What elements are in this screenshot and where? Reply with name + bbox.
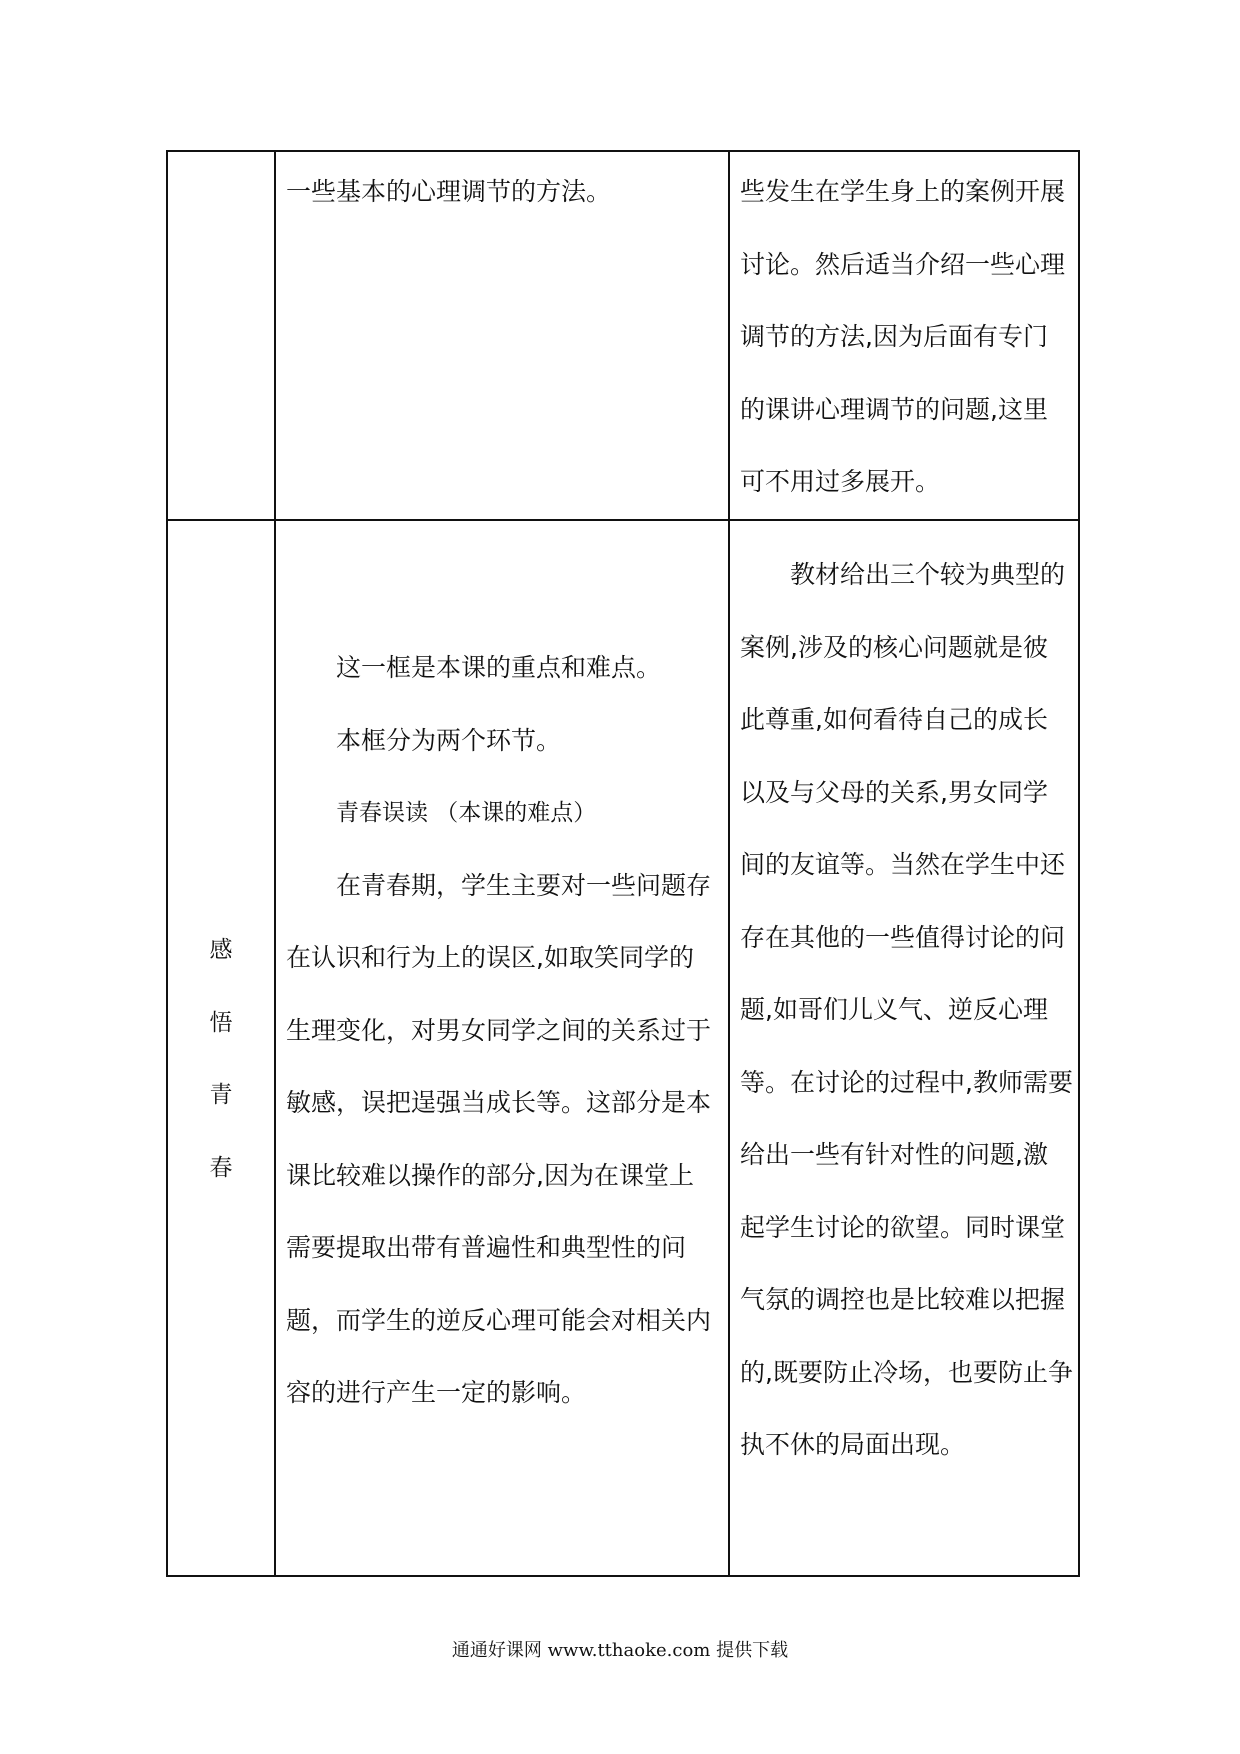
text-line: 教材给出三个较为典型的: [790, 560, 1066, 589]
text-line: 题,如哥们儿义气、逆反心理: [740, 995, 1048, 1024]
column-divider-2: [728, 152, 730, 1575]
lesson-table: [166, 150, 1080, 1577]
text-line: 青春误读 （本课的难点）: [336, 800, 597, 826]
text-line: 容的进行产生一定的影响。: [286, 1378, 587, 1407]
text-line: 间的友谊等。当然在学生中还: [740, 850, 1066, 879]
text-line: 调节的方法,因为后面有专门: [740, 322, 1048, 351]
text-line: 可不用过多展开。: [740, 467, 941, 496]
row2-right-cell: [740, 539, 1073, 1482]
text-line: 在认识和行为上的误区,如取笑同学的: [286, 943, 694, 972]
page-footer: 通通好课网 www.tthaoke.com 提供下载: [451, 1640, 789, 1661]
text-line: 给出一些有针对性的问题,激: [740, 1140, 1048, 1169]
row-divider: [168, 519, 1078, 521]
text-line: 题，而学生的逆反心理可能会对相关内: [286, 1305, 712, 1335]
row2-section-label: [182, 914, 260, 1204]
column-divider-1: [274, 152, 276, 1575]
text-line: 此尊重,如何看待自己的成长: [740, 705, 1048, 734]
text-line: 一些基本的心理调节的方法。: [286, 177, 612, 206]
label-char: 悟: [209, 1009, 233, 1036]
text-line: 气氛的调控也是比较难以把握: [740, 1285, 1066, 1314]
text-line: 在青春期，学生主要对一些问题存: [336, 870, 712, 900]
text-line: 课比较难以操作的部分,因为在课堂上: [286, 1160, 694, 1190]
text-line: 执不休的局面出现。: [740, 1430, 966, 1459]
label-char: 感: [209, 937, 233, 963]
text-line: 案例,涉及的核心问题就是彼: [740, 632, 1048, 662]
text-line: 起学生讨论的欲望。同时课堂: [740, 1212, 1066, 1242]
text-line: 以及与父母的关系,男女同学: [740, 777, 1048, 807]
label-char: 青: [209, 1082, 233, 1108]
text-line: 讨论。然后适当介绍一些心理: [740, 249, 1066, 279]
text-line: 等。在讨论的过程中,教师需要: [740, 1067, 1073, 1097]
row1-middle-cell: [286, 156, 611, 229]
text-line: 的,既要防止冷场，也要防止争: [740, 1357, 1073, 1387]
text-line: 的课讲心理调节的问题,这里: [740, 394, 1048, 424]
text-line: 些发生在学生身上的案例开展: [740, 177, 1066, 206]
label-char: 春: [209, 1154, 233, 1181]
row1-right-cell: [740, 156, 1065, 519]
text-line: 生理变化，对男女同学之间的关系过于: [286, 1015, 712, 1045]
text-line: 这一框是本课的重点和难点。: [336, 653, 662, 682]
text-line: 本框分为两个环节。: [336, 725, 562, 755]
text-line: 存在其他的一些值得讨论的问: [740, 922, 1066, 952]
text-line: 敏感，误把逞强当成长等。这部分是本: [286, 1088, 712, 1117]
text-line: 需要提取出带有普遍性和典型性的问: [286, 1233, 687, 1262]
row2-middle-cell: [286, 632, 711, 1430]
